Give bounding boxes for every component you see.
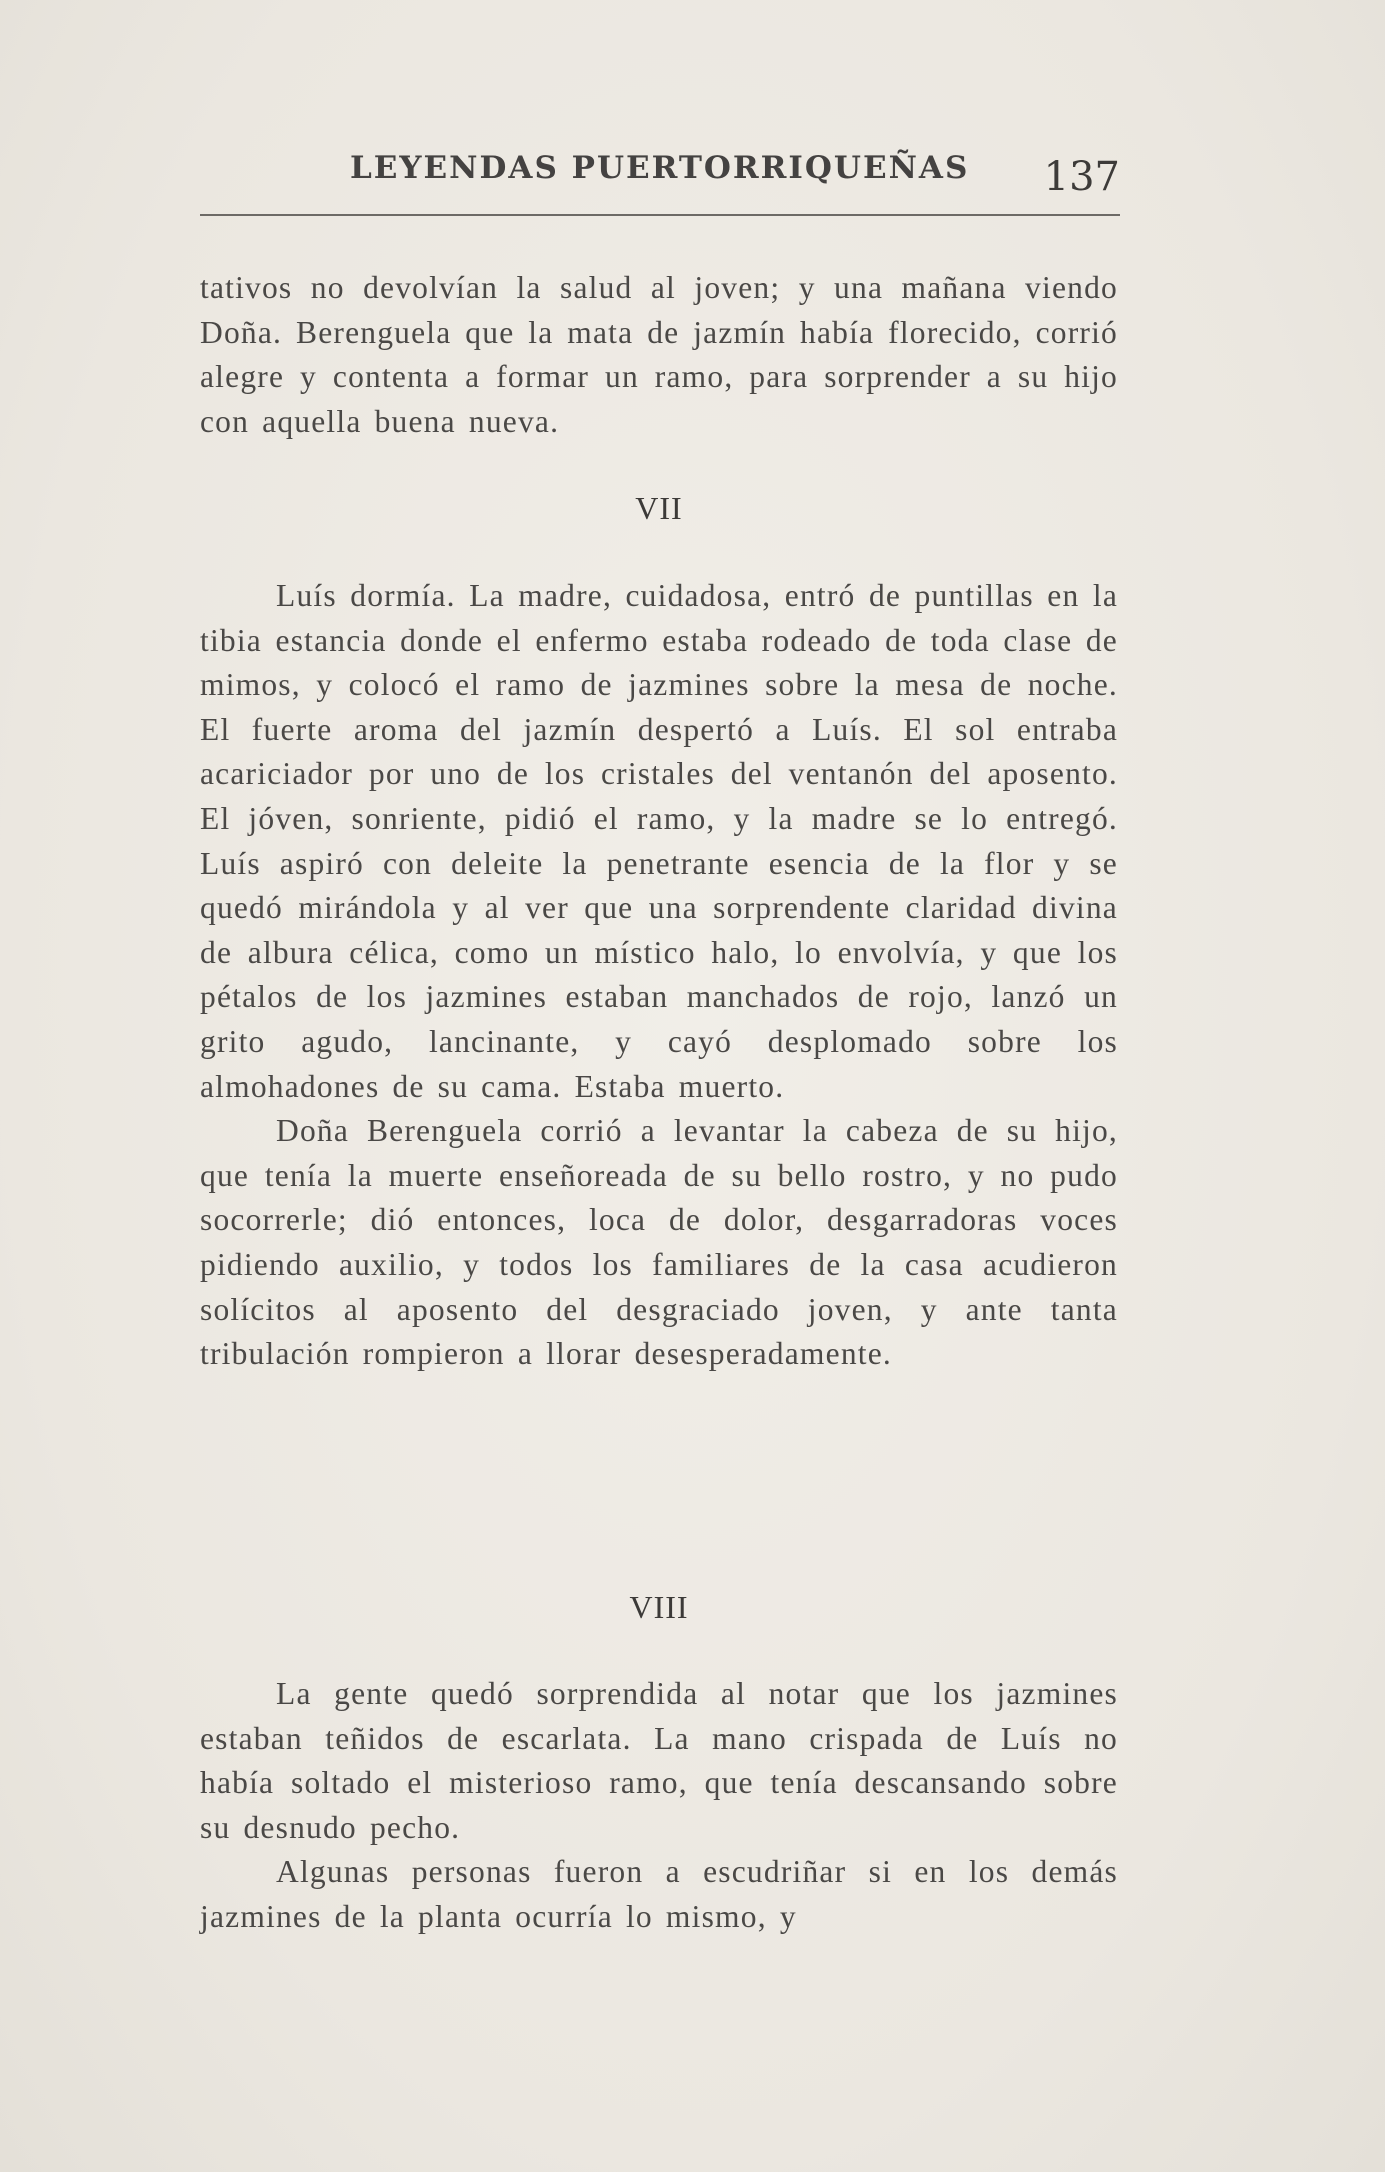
section-heading-viii: VIII [629,1589,689,1625]
page-number: 137 [1043,154,1120,200]
text-block-section-viii [200,1672,1118,1940]
paragraph: Doña Berenguela corrió a levantar la cabeza de su hijo, que tenía la muerte enseñoreada de su bello rostro, y no pudo socorrerle; dió entonces, loca de dolor, desgarradoras voces pidiendo auxilio, y todos los familiares de la casa acudieron solícitos al aposento del desgraciado joven, y ante tanta tribulación rompieron a llorar desesperadamente. [200,1113,1118,1372]
running-title: LEYENDAS PUERTORRIQUEÑAS [350,150,970,186]
header-rule [200,214,1120,216]
page-header [200,140,1120,210]
text-block-intro [200,266,1118,444]
paragraph: Algunas personas fueron a escudriñar si en los demás jazmines de la planta ocurría lo mismo, y [200,1854,1118,1934]
text-block-section-vii [200,574,1118,1377]
paragraph: Luís dormía. La madre, cuidadosa, entró de puntillas en la tibia estancia donde el enfermo estaba rodeado de toda clase de mimos, y colocó el ramo de jazmines sobre la mesa de noche. El fuerte aroma del jazmín despertó a Luís. El sol entraba acariciador por uno de los cristales del ventanón del aposento. El jóven, sonriente, pidió el ramo, y la madre se lo entregó. Luís aspiró con deleite la penetrante esencia de la flor y se quedó mirándola y al ver que una sorprendente claridad divina de albura célica, como un místico halo, lo envolvía, y que los pétalos de los jazmines estaban manchados de rojo, lanzó un grito agudo, lancinante, y cayó desplomado sobre los almohadones de su cama. Estaba muerto. [200,578,1118,1104]
paragraph: La gente quedó sorprendida al notar que los jazmines estaban teñidos de escarlata. La mano crispada de Luís no había soltado el misterioso ramo, que tenía descansando sobre su desnudo pecho. [200,1676,1118,1845]
section-heading-vii: VII [635,490,683,526]
paragraph: tativos no devolvían la salud al joven; y una mañana viendo Doña. Berenguela que la mata de jazmín había florecido, corrió alegre y contenta a formar un ramo, para sorprender a su hijo con aquella buena nueva. [200,270,1118,439]
